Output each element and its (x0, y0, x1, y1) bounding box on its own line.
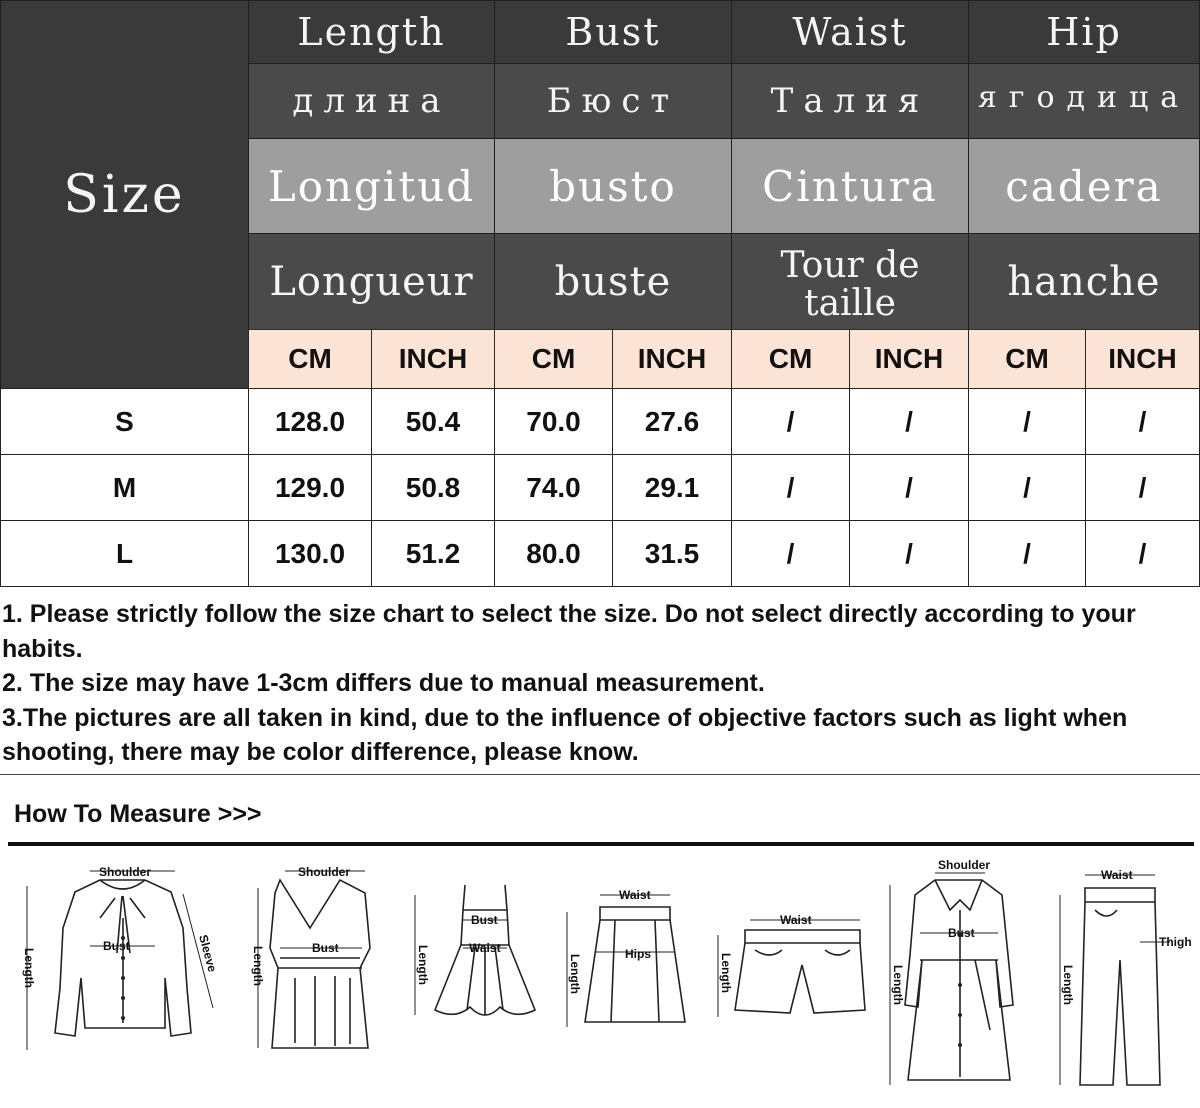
table-cell: 128.0 (248, 388, 372, 455)
coat-shoulder-label: Shoulder (938, 858, 991, 872)
size-header: Size (0, 0, 249, 389)
skirt-hips-label: Hips (625, 947, 652, 961)
col-bust-en: Bust (494, 0, 732, 64)
unit-bust-cm: CM (494, 329, 613, 389)
row-size-label: M (0, 454, 249, 521)
skirt-waist-label: Waist (619, 888, 651, 902)
table-cell: 50.8 (371, 454, 495, 521)
coat-length-label: Length (891, 965, 905, 1005)
table-cell: 70.0 (494, 388, 613, 455)
col-hip-ru: ягодица (968, 63, 1200, 139)
table-cell: / (968, 388, 1086, 455)
table-cell: / (849, 388, 969, 455)
tank-bust-label: Bust (312, 941, 339, 955)
unit-hip-cm: CM (968, 329, 1086, 389)
shorts-length-label: Length (719, 953, 733, 993)
table-cell: 80.0 (494, 520, 613, 587)
table-cell: / (1085, 454, 1200, 521)
col-waist-fr: Tour de taille (731, 233, 969, 330)
skirt-length-label: Length (568, 954, 582, 994)
table-cell: 130.0 (248, 520, 372, 587)
unit-waist-cm: CM (731, 329, 850, 389)
trousers-waist-label: Waist (1101, 868, 1133, 882)
blouse-bust-label: Bust (103, 939, 130, 953)
col-waist-ru: Талия (731, 63, 969, 139)
unit-length-inch: INCH (371, 329, 495, 389)
unit-waist-inch: INCH (849, 329, 969, 389)
table-cell: 51.2 (371, 520, 495, 587)
col-bust-es: busto (494, 138, 732, 234)
col-length-fr: Longueur (248, 233, 495, 330)
note-3: 3.The pictures are all taken in kind, due to the influence of objective factors such as light when shooting, there may be color difference, please know. (2, 703, 1128, 767)
unit-length-cm: CM (248, 329, 372, 389)
table-cell: 29.1 (612, 454, 732, 521)
coat-icon (880, 855, 1035, 1095)
trousers-icon (1045, 860, 1195, 1095)
table-cell: 50.4 (371, 388, 495, 455)
col-hip-fr: hanche (968, 233, 1200, 330)
table-cell: / (1085, 388, 1200, 455)
col-length-es: Longitud (248, 138, 495, 234)
col-bust-ru: Бюст (494, 63, 732, 139)
col-bust-fr: buste (494, 233, 732, 330)
dress-waist-label: Waist (469, 941, 501, 955)
table-cell: 31.5 (612, 520, 732, 587)
tank-shoulder-label: Shoulder (298, 865, 351, 879)
blouse-icon (15, 858, 230, 1058)
table-cell: / (1085, 520, 1200, 587)
table-cell: / (731, 520, 850, 587)
divider (0, 774, 1200, 775)
how-to-measure-title: How To Measure >>> (14, 800, 262, 828)
row-size-label: S (0, 388, 249, 455)
shorts-waist-label: Waist (780, 913, 812, 927)
unit-bust-inch: INCH (612, 329, 732, 389)
col-hip-es: cadera (968, 138, 1200, 234)
tank-length-label: Length (251, 946, 265, 986)
table-cell: 129.0 (248, 454, 372, 521)
table-cell: / (968, 520, 1086, 587)
dress-length-label: Length (416, 945, 430, 985)
col-waist-es: Cintura (731, 138, 969, 234)
table-cell: / (731, 454, 850, 521)
size-notes (2, 597, 1198, 770)
table-cell: / (968, 454, 1086, 521)
trousers-length-label: Length (1061, 965, 1075, 1005)
trousers-thigh-label: Thigh (1159, 935, 1192, 949)
col-waist-en: Waist (731, 0, 969, 64)
col-hip-en: Hip (968, 0, 1200, 64)
note-1: 1. Please strictly follow the size chart to select the size. Do not select directly according to your habits. (2, 600, 1136, 663)
skirt-icon (555, 882, 700, 1037)
dress-icon (405, 875, 545, 1035)
blouse-sleeve-label: Sleeve (196, 933, 220, 974)
table-cell: / (731, 388, 850, 455)
unit-hip-inch: INCH (1085, 329, 1200, 389)
coat-bust-label: Bust (948, 926, 975, 940)
dress-bust-label: Bust (471, 913, 498, 927)
blouse-length-label: Length (22, 948, 36, 988)
how-to-measure-rule (8, 842, 1194, 846)
table-cell: 27.6 (612, 388, 732, 455)
table-cell: 74.0 (494, 454, 613, 521)
col-length-ru: длина (248, 63, 495, 139)
shorts-icon (710, 905, 875, 1035)
col-length-en: Length (248, 0, 495, 64)
table-cell: / (849, 520, 969, 587)
note-2: 2. The size may have 1-3cm differs due to manual measurement. (2, 669, 765, 698)
blouse-shoulder-label: Shoulder (99, 865, 152, 879)
table-cell: / (849, 454, 969, 521)
tank-top-icon (240, 858, 400, 1058)
row-size-label: L (0, 520, 249, 587)
